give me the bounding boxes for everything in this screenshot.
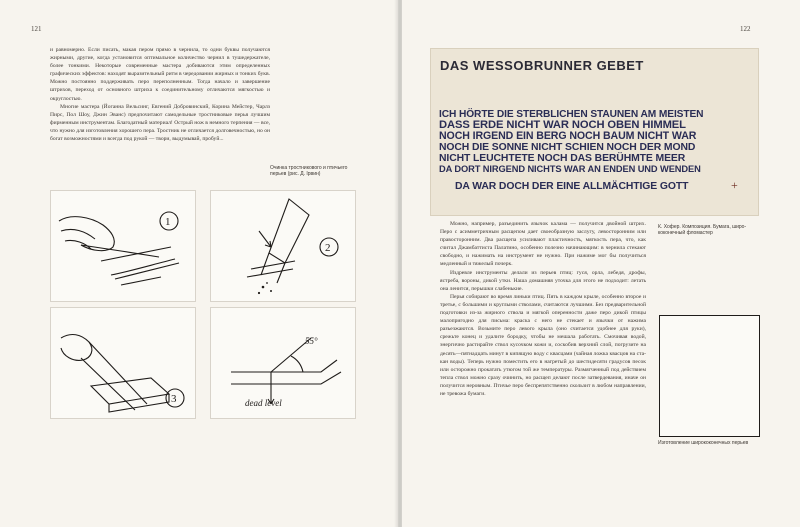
right-page [402, 0, 800, 527]
calligraphy-line: NICHT LEUCHTETE NOCH DAS BERÜHMTE MEER [439, 153, 686, 164]
illustration-1 [50, 190, 196, 302]
quill-cutting-caption: Очинка тростникового и птичьего перьев (рис. Д. Ірвин) [270, 165, 348, 178]
quill-cutting-drawing [211, 191, 355, 301]
dead-level-label: dead level [245, 398, 282, 408]
left-page [0, 0, 398, 527]
illustration-3-number: 3 [171, 393, 177, 405]
calligraphy-line: ICH HÖRTE DIE STERBLICHEN STAUNEN AM MEISTEN [439, 109, 704, 120]
calligraphy-title: DAS WESSOBRUNNER GEBET [440, 58, 644, 73]
calligraphy-line: DA DORT NIRGEND NICHTS WAR AN ENDEN UND WENDEN [439, 164, 701, 174]
hand-slitting-nib-drawing [51, 308, 195, 418]
hand-knife-reed-drawing [51, 191, 195, 301]
right-paragraph: Издревле инструменты делали из перьев птиц: гуся, орла, лебедя, дрофы, ястреба, вороны, дикой утки. Наша домашняя уточка для этого не подходит: летать она ленится, перышки слабенькие. [440, 269, 646, 292]
left-paragraph: Многие мастера (Йоганна Вельсинг, Евгений Добровинский, Корина Мейстер, Чарлз Пирс, Пол Шоу, Джин Эванс) предпочитают самодельные тростниковые перья лучшим фирменным инструментам. Благодатный материал! Острый нож в немного терпения — все, что нужно для изготовления хорошего пера. Тростник не отличается долговечностью, но он богат возможностями и всегда под рукой — твори, выдумывай, пробуй... [50, 103, 270, 143]
angle-label: 55° [305, 336, 318, 346]
right-paragraph: Перья собирают во время линьки птиц. Пять в каждом крыле, особенно второе и третье, с большими и круглыми стволами, считаются лучшими. Без предварительной подготовки из-за жирного ствола и мягкой оперенности даже перо дикой птицы малопригодно для письма: краска с него не стекает и язычки от нажима разъезжаются. Возьмите перо левого крыла (оно считается удобнее для руки), срежьте конец и удалите бородку, чтобы не мешала работать. Смочивая водой, энергично растирайте ствол кусочком кожи и, соскобив верхний слой, погрузите на десять—пятнадцать минут в кипящую воду с квасцами (чайная ложка квасцов на стакан воды). Теперь нужно поместить его в нагретый до шестидесяти градусов песок или осторожно прокатать утюгом той же температуры. Размягченный под действием тепла ствол можно сразу очинить, но расщеп делают после затвердевания, иначе он получится неровным. Птичье перо беспрепятственно скользит в любом направлении, не тревожа бумаги. [440, 293, 646, 397]
right-body-text [440, 220, 646, 398]
calligraphy-line: DA WAR DOCH DER EINE ALLMÄCHTIGE GOTT [455, 181, 689, 192]
left-paragraph: и равномерно. Если писать, макая пером прямо в чернила, то одни буквы получаются жирными, другие, когда установится оптимальное количество чернил в тушедержателе, более тонкими. Некоторые современные мастера добиваются этим определенных графических эффектов: находят выразительный ритм в чередовании жирных и тонких букв. Можно постоянно поддерживать перо переполненным. Тогда начало и завершение штрихов, переход от основного штриха к соединительному отличаются мягкостью и округлостью. [50, 47, 270, 102]
cross-icon: + [731, 178, 738, 192]
right-paragraph: Можно, например, разъединить язычок калама — получится двойной штрих. Перо с асимметричным расщепом дает своеобразную заслугу, левосторонним или правосторонним. Два расщепа усиливают пластичность, мягкость пера, что, как считал Джамбаттиста Палатино, особенно полезно начинающим: в чернила стекают свободно, и нажимать на инструмент не нужно. При нажиме мог бы получиться медленный и тяжелый почерк. [440, 221, 646, 268]
nib-angle-drawing [211, 308, 355, 418]
illustration-3 [50, 307, 196, 419]
illustration-2 [210, 190, 356, 302]
illustration-1-number: 1 [165, 216, 171, 228]
calligraphy-line: NOCH IRGEND EIN BERG NOCH BAUM NICHT WAR [439, 130, 697, 142]
empty-image-frame [659, 315, 760, 437]
calligraphy-artwork [430, 48, 759, 216]
left-body-text [50, 46, 270, 143]
illustration-4 [210, 307, 356, 419]
calligraphy-caption: К. Хофер. Композиция. Бумага, ширококонечный фломастер [658, 224, 747, 237]
right-page-number: 122 [740, 25, 751, 33]
calligraphy-line: DASS ERDE NICHT WAR NOCH OBEN HIMMEL [439, 119, 686, 131]
illustration-2-number: 2 [325, 242, 331, 254]
left-page-number: 121 [31, 25, 42, 33]
frame-caption: Изготовление ширококонечных перьев [658, 440, 749, 446]
calligraphy-line: NOCH DIE SONNE NICHT SCHIEN NOCH DER MOND [439, 142, 696, 153]
